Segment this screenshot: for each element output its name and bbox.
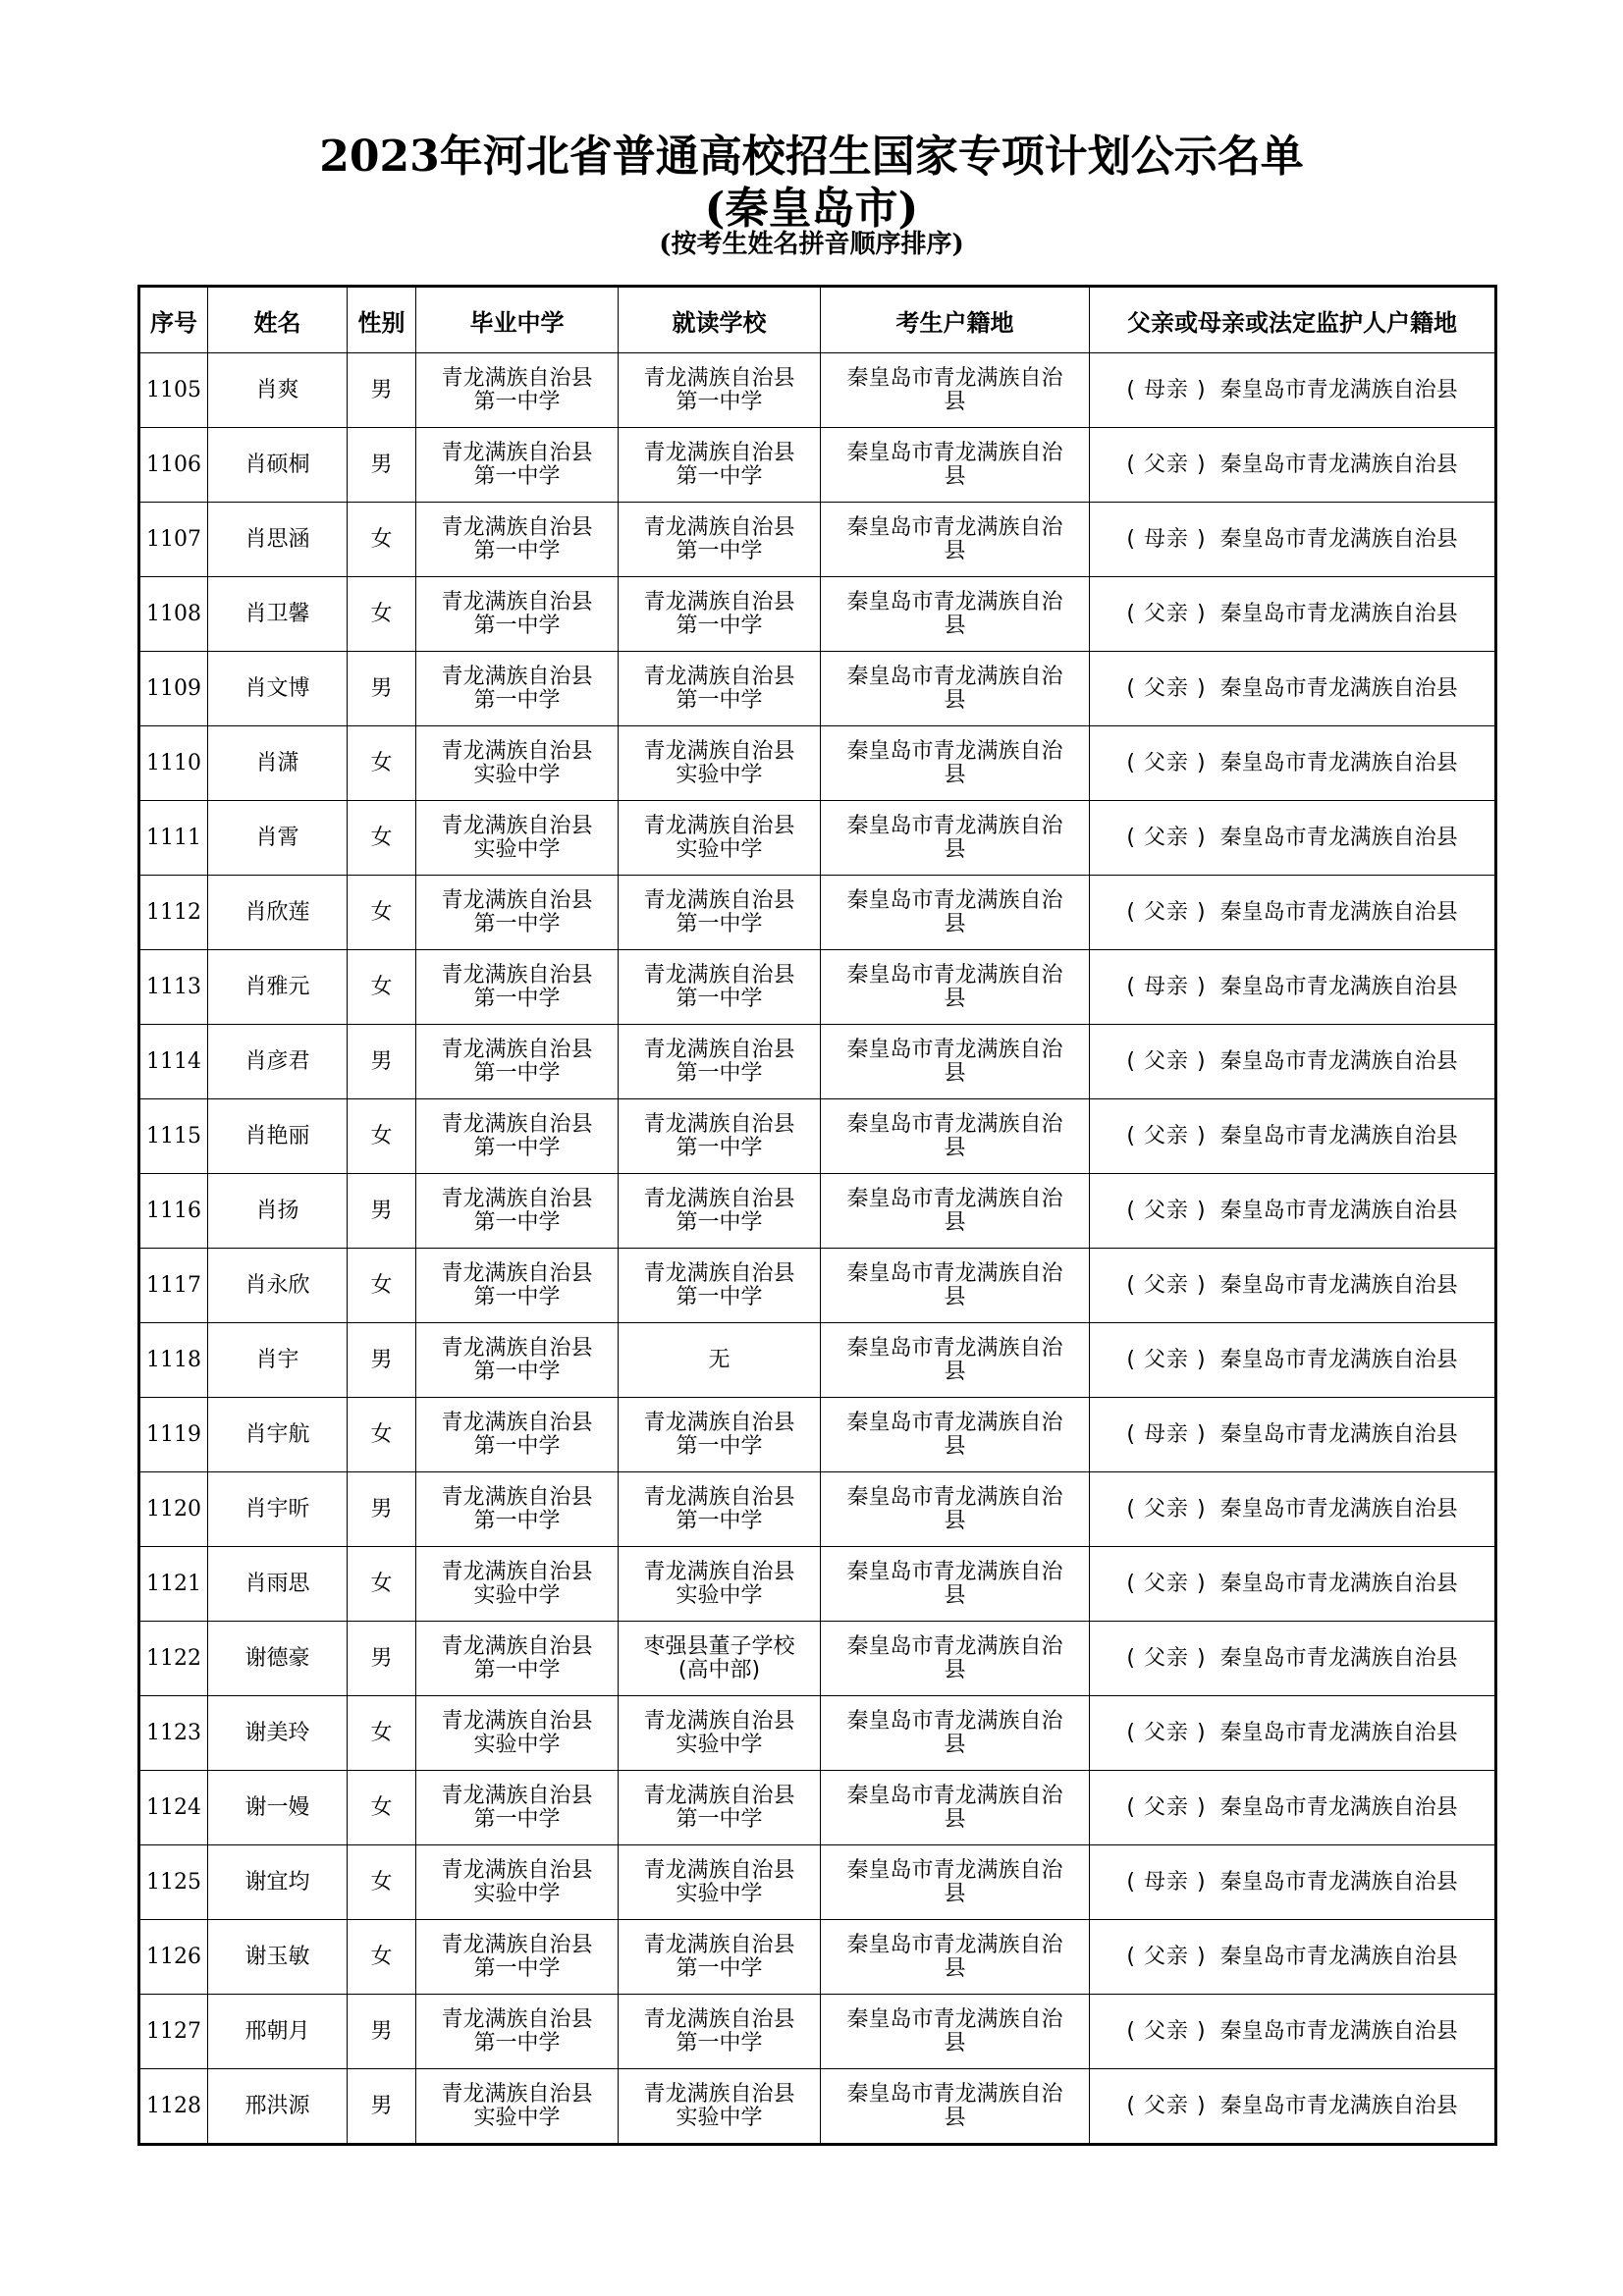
page-subtitle: (秦皇岛市) xyxy=(704,184,919,234)
seq-cell: 1109 xyxy=(139,652,208,726)
graduation-school-cell: 青龙满族自治县 实验中学 xyxy=(416,1696,619,1771)
guardian-relation: ( 父亲 ) xyxy=(1126,2093,1207,2118)
graduation-school-cell: 青龙满族自治县 第一中学 xyxy=(416,1249,619,1323)
guardian-household-cell xyxy=(1090,2069,1496,2145)
guardian-relation: ( 父亲 ) xyxy=(1126,675,1207,701)
guardian-household-cell xyxy=(1090,1025,1496,1099)
name-cell: 谢美玲 xyxy=(208,1696,348,1771)
column-header: 考生户籍地 xyxy=(821,287,1090,353)
graduation-school-cell: 青龙满族自治县 第一中学 xyxy=(416,1025,619,1099)
guardian-relation: ( 父亲 ) xyxy=(1126,1944,1207,1969)
table-row xyxy=(139,801,1496,876)
guardian-relation: ( 母亲 ) xyxy=(1126,974,1207,999)
current-school-cell: 青龙满族自治县 实验中学 xyxy=(619,801,821,876)
gender-cell: 女 xyxy=(348,1696,416,1771)
seq-cell: 1107 xyxy=(139,503,208,577)
table-row xyxy=(139,1622,1496,1696)
gender-cell: 男 xyxy=(348,1174,416,1249)
seq-cell: 1106 xyxy=(139,428,208,503)
graduation-school-cell: 青龙满族自治县 实验中学 xyxy=(416,726,619,801)
name-cell: 肖欣莲 xyxy=(208,876,348,950)
table-row xyxy=(139,1845,1496,1920)
guardian-relation: ( 母亲 ) xyxy=(1126,1869,1207,1895)
name-cell: 谢宜均 xyxy=(208,1845,348,1920)
table-row xyxy=(139,1472,1496,1547)
gender-cell: 女 xyxy=(348,577,416,652)
graduation-school-cell: 青龙满族自治县 第一中学 xyxy=(416,1622,619,1696)
guardian-relation: ( 父亲 ) xyxy=(1126,1571,1207,1596)
guardian-household-cell xyxy=(1090,577,1496,652)
household-cell: 秦皇岛市青龙满族自治 县 xyxy=(821,1398,1090,1472)
guardian-household-cell xyxy=(1090,950,1496,1025)
guardian-place: 秦皇岛市青龙满族自治县 xyxy=(1219,1198,1458,1223)
graduation-school-cell: 青龙满族自治县 实验中学 xyxy=(416,1845,619,1920)
name-cell: 谢一嫚 xyxy=(208,1771,348,1845)
table-row xyxy=(139,353,1496,428)
current-school-cell: 枣强县董子学校 (高中部) xyxy=(619,1622,821,1696)
name-cell: 肖卫馨 xyxy=(208,577,348,652)
gender-cell: 女 xyxy=(348,1099,416,1174)
gender-cell: 男 xyxy=(348,1622,416,1696)
table-row xyxy=(139,2069,1496,2145)
guardian-relation: ( 母亲 ) xyxy=(1126,377,1207,402)
name-cell: 肖宇 xyxy=(208,1323,348,1398)
guardian-place: 秦皇岛市青龙满族自治县 xyxy=(1219,1720,1458,1745)
table-row xyxy=(139,950,1496,1025)
household-cell: 秦皇岛市青龙满族自治 县 xyxy=(821,1920,1090,1995)
gender-cell: 男 xyxy=(348,2069,416,2145)
gender-cell: 女 xyxy=(348,1920,416,1995)
column-header: 父亲或母亲或法定监护人户籍地 xyxy=(1090,287,1496,353)
name-cell: 肖宇航 xyxy=(208,1398,348,1472)
graduation-school-cell: 青龙满族自治县 第一中学 xyxy=(416,652,619,726)
household-cell: 秦皇岛市青龙满族自治 县 xyxy=(821,1323,1090,1398)
current-school-cell: 青龙满族自治县 第一中学 xyxy=(619,1099,821,1174)
seq-cell: 1126 xyxy=(139,1920,208,1995)
gender-cell: 女 xyxy=(348,503,416,577)
current-school-cell: 青龙满族自治县 第一中学 xyxy=(619,1995,821,2069)
guardian-household-cell xyxy=(1090,1398,1496,1472)
guardian-place: 秦皇岛市青龙满族自治县 xyxy=(1219,1496,1458,1522)
household-cell: 秦皇岛市青龙满族自治 县 xyxy=(821,1025,1090,1099)
guardian-household-cell xyxy=(1090,1845,1496,1920)
name-cell: 肖永欣 xyxy=(208,1249,348,1323)
household-cell: 秦皇岛市青龙满族自治 县 xyxy=(821,1547,1090,1622)
seq-cell: 1111 xyxy=(139,801,208,876)
guardian-relation: ( 母亲 ) xyxy=(1126,526,1207,552)
current-school-cell: 青龙满族自治县 第一中学 xyxy=(619,876,821,950)
guardian-household-cell xyxy=(1090,1174,1496,1249)
name-cell: 肖雨思 xyxy=(208,1547,348,1622)
guardian-place: 秦皇岛市青龙满族自治县 xyxy=(1219,675,1458,701)
guardian-household-cell xyxy=(1090,1472,1496,1547)
table-row xyxy=(139,652,1496,726)
column-header: 序号 xyxy=(139,287,208,353)
current-school-cell: 青龙满族自治县 第一中学 xyxy=(619,1249,821,1323)
gender-cell: 男 xyxy=(348,428,416,503)
graduation-school-cell: 青龙满族自治县 实验中学 xyxy=(416,1547,619,1622)
current-school-cell: 青龙满族自治县 第一中学 xyxy=(619,428,821,503)
guardian-place: 秦皇岛市青龙满族自治县 xyxy=(1219,750,1458,775)
gender-cell: 女 xyxy=(348,876,416,950)
guardian-place: 秦皇岛市青龙满族自治县 xyxy=(1219,1794,1458,1820)
guardian-place: 秦皇岛市青龙满族自治县 xyxy=(1219,2018,1458,2044)
table-header-row xyxy=(139,287,1496,353)
table-row xyxy=(139,1547,1496,1622)
guardian-place: 秦皇岛市青龙满族自治县 xyxy=(1219,1944,1458,1969)
seq-cell: 1115 xyxy=(139,1099,208,1174)
table-row xyxy=(139,1025,1496,1099)
guardian-relation: ( 父亲 ) xyxy=(1126,899,1207,925)
table-row xyxy=(139,1920,1496,1995)
guardian-place: 秦皇岛市青龙满族自治县 xyxy=(1219,1571,1458,1596)
guardian-relation: ( 父亲 ) xyxy=(1126,1720,1207,1745)
household-cell: 秦皇岛市青龙满族自治 县 xyxy=(821,503,1090,577)
name-cell: 肖思涵 xyxy=(208,503,348,577)
guardian-relation: ( 父亲 ) xyxy=(1126,1272,1207,1298)
seq-cell: 1110 xyxy=(139,726,208,801)
graduation-school-cell: 青龙满族自治县 第一中学 xyxy=(416,1995,619,2069)
guardian-relation: ( 父亲 ) xyxy=(1126,1645,1207,1671)
guardian-relation: ( 父亲 ) xyxy=(1126,1347,1207,1372)
graduation-school-cell: 青龙满族自治县 第一中学 xyxy=(416,353,619,428)
seq-cell: 1116 xyxy=(139,1174,208,1249)
graduation-school-cell: 青龙满族自治县 第一中学 xyxy=(416,1920,619,1995)
seq-cell: 1122 xyxy=(139,1622,208,1696)
current-school-cell: 青龙满族自治县 第一中学 xyxy=(619,353,821,428)
gender-cell: 女 xyxy=(348,950,416,1025)
seq-cell: 1117 xyxy=(139,1249,208,1323)
name-cell: 肖彦君 xyxy=(208,1025,348,1099)
column-header: 姓名 xyxy=(208,287,348,353)
name-cell: 肖文博 xyxy=(208,652,348,726)
table-row xyxy=(139,726,1496,801)
name-cell: 邢朝月 xyxy=(208,1995,348,2069)
seq-cell: 1114 xyxy=(139,1025,208,1099)
household-cell: 秦皇岛市青龙满族自治 县 xyxy=(821,1174,1090,1249)
current-school-cell: 青龙满族自治县 实验中学 xyxy=(619,1845,821,1920)
guardian-place: 秦皇岛市青龙满族自治县 xyxy=(1219,526,1458,552)
graduation-school-cell: 青龙满族自治县 实验中学 xyxy=(416,801,619,876)
guardian-household-cell xyxy=(1090,1547,1496,1622)
graduation-school-cell: 青龙满族自治县 第一中学 xyxy=(416,577,619,652)
guardian-relation: ( 母亲 ) xyxy=(1126,1421,1207,1447)
guardian-household-cell xyxy=(1090,652,1496,726)
guardian-household-cell xyxy=(1090,428,1496,503)
guardian-household-cell xyxy=(1090,1099,1496,1174)
household-cell: 秦皇岛市青龙满族自治 县 xyxy=(821,1099,1090,1174)
table-row xyxy=(139,1696,1496,1771)
guardian-household-cell xyxy=(1090,1249,1496,1323)
guardian-household-cell xyxy=(1090,1995,1496,2069)
table-row xyxy=(139,428,1496,503)
guardian-household-cell xyxy=(1090,1771,1496,1845)
table-row xyxy=(139,1174,1496,1249)
seq-cell: 1113 xyxy=(139,950,208,1025)
gender-cell: 男 xyxy=(348,1025,416,1099)
guardian-place: 秦皇岛市青龙满族自治县 xyxy=(1219,601,1458,626)
guardian-relation: ( 父亲 ) xyxy=(1126,1496,1207,1522)
household-cell: 秦皇岛市青龙满族自治 县 xyxy=(821,1696,1090,1771)
gender-cell: 男 xyxy=(348,1323,416,1398)
name-cell: 肖霄 xyxy=(208,801,348,876)
gender-cell: 男 xyxy=(348,353,416,428)
guardian-place: 秦皇岛市青龙满族自治县 xyxy=(1219,377,1458,402)
graduation-school-cell: 青龙满族自治县 第一中学 xyxy=(416,1472,619,1547)
household-cell: 秦皇岛市青龙满族自治 县 xyxy=(821,1472,1090,1547)
guardian-place: 秦皇岛市青龙满族自治县 xyxy=(1219,1272,1458,1298)
guardian-household-cell xyxy=(1090,353,1496,428)
gender-cell: 女 xyxy=(348,801,416,876)
guardian-relation: ( 父亲 ) xyxy=(1126,2018,1207,2044)
column-header: 性别 xyxy=(348,287,416,353)
current-school-cell: 青龙满族自治县 实验中学 xyxy=(619,2069,821,2145)
guardian-relation: ( 父亲 ) xyxy=(1126,1048,1207,1074)
guardian-relation: ( 父亲 ) xyxy=(1126,1123,1207,1148)
gender-cell: 女 xyxy=(348,1398,416,1472)
guardian-household-cell xyxy=(1090,1920,1496,1995)
seq-cell: 1108 xyxy=(139,577,208,652)
guardian-place: 秦皇岛市青龙满族自治县 xyxy=(1219,1347,1458,1372)
graduation-school-cell: 青龙满族自治县 实验中学 xyxy=(416,2069,619,2145)
current-school-cell: 青龙满族自治县 实验中学 xyxy=(619,1696,821,1771)
guardian-household-cell xyxy=(1090,726,1496,801)
table-row xyxy=(139,1398,1496,1472)
household-cell: 秦皇岛市青龙满族自治 县 xyxy=(821,726,1090,801)
table-row xyxy=(139,1771,1496,1845)
seq-cell: 1112 xyxy=(139,876,208,950)
gender-cell: 女 xyxy=(348,1547,416,1622)
seq-cell: 1123 xyxy=(139,1696,208,1771)
seq-cell: 1124 xyxy=(139,1771,208,1845)
household-cell: 秦皇岛市青龙满族自治 县 xyxy=(821,876,1090,950)
current-school-cell: 青龙满族自治县 第一中学 xyxy=(619,1398,821,1472)
table-row xyxy=(139,503,1496,577)
name-cell: 肖扬 xyxy=(208,1174,348,1249)
graduation-school-cell: 青龙满族自治县 第一中学 xyxy=(416,950,619,1025)
table-row xyxy=(139,1995,1496,2069)
household-cell: 秦皇岛市青龙满族自治 县 xyxy=(821,1771,1090,1845)
seq-cell: 1105 xyxy=(139,353,208,428)
guardian-place: 秦皇岛市青龙满族自治县 xyxy=(1219,825,1458,850)
current-school-cell: 青龙满族自治县 实验中学 xyxy=(619,1547,821,1622)
name-cell: 肖雅元 xyxy=(208,950,348,1025)
name-cell: 肖宇昕 xyxy=(208,1472,348,1547)
guardian-household-cell xyxy=(1090,801,1496,876)
guardian-place: 秦皇岛市青龙满族自治县 xyxy=(1219,899,1458,925)
seq-cell: 1125 xyxy=(139,1845,208,1920)
current-school-cell: 青龙满族自治县 第一中学 xyxy=(619,652,821,726)
household-cell: 秦皇岛市青龙满族自治 县 xyxy=(821,353,1090,428)
seq-cell: 1121 xyxy=(139,1547,208,1622)
gender-cell: 女 xyxy=(348,1249,416,1323)
household-cell: 秦皇岛市青龙满族自治 县 xyxy=(821,950,1090,1025)
graduation-school-cell: 青龙满族自治县 第一中学 xyxy=(416,503,619,577)
name-cell: 谢玉敏 xyxy=(208,1920,348,1995)
graduation-school-cell: 青龙满族自治县 第一中学 xyxy=(416,1174,619,1249)
guardian-relation: ( 父亲 ) xyxy=(1126,825,1207,850)
seq-cell: 1120 xyxy=(139,1472,208,1547)
current-school-cell: 青龙满族自治县 第一中学 xyxy=(619,1920,821,1995)
table-row xyxy=(139,1249,1496,1323)
guardian-household-cell xyxy=(1090,503,1496,577)
graduation-school-cell: 青龙满族自治县 第一中学 xyxy=(416,876,619,950)
table-row xyxy=(139,876,1496,950)
guardian-relation: ( 父亲 ) xyxy=(1126,452,1207,477)
guardian-household-cell xyxy=(1090,1622,1496,1696)
graduation-school-cell: 青龙满族自治县 第一中学 xyxy=(416,1398,619,1472)
guardian-relation: ( 父亲 ) xyxy=(1126,750,1207,775)
current-school-cell: 青龙满族自治县 第一中学 xyxy=(619,1472,821,1547)
household-cell: 秦皇岛市青龙满族自治 县 xyxy=(821,1995,1090,2069)
current-school-cell: 青龙满族自治县 第一中学 xyxy=(619,1025,821,1099)
gender-cell: 男 xyxy=(348,1995,416,2069)
household-cell: 秦皇岛市青龙满族自治 县 xyxy=(821,801,1090,876)
table-row xyxy=(139,1323,1496,1398)
graduation-school-cell: 青龙满族自治县 第一中学 xyxy=(416,1323,619,1398)
sort-note: (按考生姓名拼音顺序排序) xyxy=(659,230,964,259)
name-cell: 谢德豪 xyxy=(208,1622,348,1696)
candidate-table xyxy=(137,285,1497,2146)
guardian-relation: ( 父亲 ) xyxy=(1126,601,1207,626)
current-school-cell: 青龙满族自治县 第一中学 xyxy=(619,1174,821,1249)
table-row xyxy=(139,577,1496,652)
graduation-school-cell: 青龙满族自治县 第一中学 xyxy=(416,1099,619,1174)
household-cell: 秦皇岛市青龙满族自治 县 xyxy=(821,1622,1090,1696)
guardian-place: 秦皇岛市青龙满族自治县 xyxy=(1219,1645,1458,1671)
current-school-cell: 青龙满族自治县 第一中学 xyxy=(619,950,821,1025)
current-school-cell: 青龙满族自治县 实验中学 xyxy=(619,726,821,801)
name-cell: 肖硕桐 xyxy=(208,428,348,503)
gender-cell: 男 xyxy=(348,652,416,726)
guardian-place: 秦皇岛市青龙满族自治县 xyxy=(1219,1869,1458,1895)
graduation-school-cell: 青龙满族自治县 第一中学 xyxy=(416,428,619,503)
gender-cell: 女 xyxy=(348,1771,416,1845)
household-cell: 秦皇岛市青龙满族自治 县 xyxy=(821,652,1090,726)
guardian-place: 秦皇岛市青龙满族自治县 xyxy=(1219,1123,1458,1148)
household-cell: 秦皇岛市青龙满族自治 县 xyxy=(821,1845,1090,1920)
graduation-school-cell: 青龙满族自治县 第一中学 xyxy=(416,1771,619,1845)
household-cell: 秦皇岛市青龙满族自治 县 xyxy=(821,577,1090,652)
name-cell: 肖潇 xyxy=(208,726,348,801)
table-row xyxy=(139,1099,1496,1174)
household-cell: 秦皇岛市青龙满族自治 县 xyxy=(821,2069,1090,2145)
guardian-place: 秦皇岛市青龙满族自治县 xyxy=(1219,2093,1458,2118)
household-cell: 秦皇岛市青龙满族自治 县 xyxy=(821,1249,1090,1323)
guardian-place: 秦皇岛市青龙满族自治县 xyxy=(1219,1048,1458,1074)
guardian-relation: ( 父亲 ) xyxy=(1126,1794,1207,1820)
name-cell: 肖艳丽 xyxy=(208,1099,348,1174)
current-school-cell: 青龙满族自治县 第一中学 xyxy=(619,503,821,577)
current-school-cell: 青龙满族自治县 第一中学 xyxy=(619,577,821,652)
current-school-cell: 青龙满族自治县 第一中学 xyxy=(619,1771,821,1845)
gender-cell: 女 xyxy=(348,726,416,801)
column-header: 就读学校 xyxy=(619,287,821,353)
seq-cell: 1127 xyxy=(139,1995,208,2069)
seq-cell: 1118 xyxy=(139,1323,208,1398)
seq-cell: 1128 xyxy=(139,2069,208,2145)
guardian-household-cell xyxy=(1090,1323,1496,1398)
gender-cell: 女 xyxy=(348,1845,416,1920)
guardian-household-cell xyxy=(1090,1696,1496,1771)
name-cell: 肖爽 xyxy=(208,353,348,428)
guardian-household-cell xyxy=(1090,876,1496,950)
current-school-cell: 无 xyxy=(619,1323,821,1398)
gender-cell: 男 xyxy=(348,1472,416,1547)
guardian-place: 秦皇岛市青龙满族自治县 xyxy=(1219,1421,1458,1447)
page-title: 2023年河北省普通高校招生国家专项计划公示名单 xyxy=(319,132,1304,182)
household-cell: 秦皇岛市青龙满族自治 县 xyxy=(821,428,1090,503)
guardian-place: 秦皇岛市青龙满族自治县 xyxy=(1219,452,1458,477)
guardian-relation: ( 父亲 ) xyxy=(1126,1198,1207,1223)
name-cell: 邢洪源 xyxy=(208,2069,348,2145)
column-header: 毕业中学 xyxy=(416,287,619,353)
guardian-place: 秦皇岛市青龙满族自治县 xyxy=(1219,974,1458,999)
seq-cell: 1119 xyxy=(139,1398,208,1472)
